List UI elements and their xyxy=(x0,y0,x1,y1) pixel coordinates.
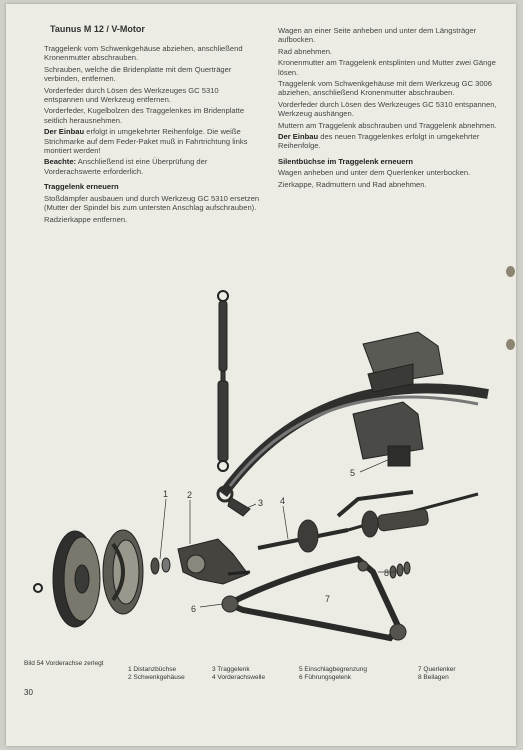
callout-4: 4 xyxy=(280,496,286,506)
paragraph: Muttern am Traggelenk abschrauben und Traggelenk abnehmen. xyxy=(278,120,497,130)
ball-joint xyxy=(228,497,250,516)
paragraph-text: des neuen Traggelenkes erfolgt in umgekehrter Reihenfolge. xyxy=(278,132,480,151)
bold-term: Der Einbau xyxy=(278,132,319,142)
brake-backing-plate xyxy=(103,530,143,614)
bump-stop xyxy=(353,402,423,466)
paragraph xyxy=(278,132,504,151)
shims xyxy=(390,562,410,578)
right-text-column xyxy=(278,26,504,191)
paragraph-text: erfolgt in umgekehrter Reihenfolge. Die weiße Strichmarke auf dem Feder-Paket muß in Fahrtrichtung links montiert werden! xyxy=(44,127,248,156)
callout-8: 8 xyxy=(384,568,390,578)
paragraph: Traggelenk vom Schwenkgehäuse abziehen, anschließend Kronenmutter abschrauben. xyxy=(44,44,243,63)
binder-hole xyxy=(506,266,515,277)
axle-shaft xyxy=(258,492,478,552)
page-number: 30 xyxy=(24,688,33,697)
legend-item: 2 Schwenkgehäuse xyxy=(128,674,185,681)
paragraph: Vorderfeder durch Lösen des Werkzeuges GC 5310 entspannen, Werkzeug aushängen. xyxy=(278,99,497,119)
page-header: Taunus M 12 / V-Motor xyxy=(50,24,145,34)
legend-item: 4 Vorderachswelle xyxy=(212,674,266,681)
paragraph xyxy=(44,157,260,176)
paragraph: Radzierkappe entfernen. xyxy=(44,214,128,224)
legend-item: 5 Einschlagbegrenzung xyxy=(299,666,367,673)
paragraph: Rad abnehmen. xyxy=(278,46,333,56)
paragraph: Schrauben, welche die Bridenplatte mit dem Querträger verbinden, entfernen. xyxy=(44,64,232,84)
legend-item: 1 Distanzbüchse xyxy=(128,666,177,673)
callout-2: 2 xyxy=(187,490,193,500)
paragraph-text: Anschließend ist eine Überprüfung der Vorderachswerte erforderlich. xyxy=(44,157,208,176)
left-text-column xyxy=(44,44,260,226)
bold-term: Der Einbau xyxy=(44,127,85,137)
paragraph xyxy=(44,127,260,155)
leaf-spring xyxy=(218,388,488,501)
steering-knuckle xyxy=(178,539,250,584)
callout-6: 6 xyxy=(191,604,197,614)
manual-page xyxy=(6,4,516,746)
section-heading: Traggelenk erneuern xyxy=(44,182,119,192)
front-axle-exploded-illustration xyxy=(18,254,508,654)
callout-5: 5 xyxy=(350,468,356,478)
paragraph: Kronenmutter am Traggelenk entsplinten und Mutter zwei Gänge lösen. xyxy=(278,58,496,77)
bold-term: Beachte: xyxy=(44,157,77,167)
legend-column xyxy=(299,666,367,682)
legend-item: 6 Führungsgelenk xyxy=(299,674,352,681)
legend-item: 7 Querlenker xyxy=(418,666,456,673)
paragraph: Vorderfeder, Kugelbolzen des Traggelenkes im Bridenplatte seitlich herausnehmen. xyxy=(44,106,245,125)
paragraph: Vorderfeder durch Lösen des Werkzeuges GC 5310 entspannen und Werkzeug entfernen. xyxy=(44,85,219,105)
paragraph: Wagen an einer Seite anheben und unter dem Längsträger aufbocken. xyxy=(278,26,477,45)
legend-column xyxy=(128,666,185,682)
paragraph: Traggelenk vom Schwenkgehäuse mit dem Werkzeug GC 3006 abziehen, anschließend Kronenmutter abschrauben. xyxy=(278,79,492,98)
binder-hole xyxy=(506,339,515,350)
callout-1: 1 xyxy=(163,489,169,499)
legend-column xyxy=(418,666,456,682)
paragraph: Stoßdämpfer ausbauen und durch Werkzeug GC 5310 ersetzen (Mutter der Spindel bis zum untersten Anschlag aufschrauben). xyxy=(44,193,260,213)
legend-item: 3 Traggelenk xyxy=(212,666,250,673)
callout-3: 3 xyxy=(258,498,264,508)
section-heading: Silentbüchse im Traggelenk erneuern xyxy=(278,156,414,166)
legend-column xyxy=(212,666,265,682)
brake-drum xyxy=(53,531,100,627)
callout-7: 7 xyxy=(325,594,331,604)
shock-absorber xyxy=(218,291,228,471)
spring-bracket xyxy=(363,332,443,392)
figure-caption: Bild 54 Vorderachse zerlegt xyxy=(24,660,104,667)
paragraph: Zierkappe, Radmuttern und Rad abnehmen. xyxy=(278,179,427,189)
paragraph: Wagen anheben und unter dem Querlenker unterbocken. xyxy=(278,168,471,178)
legend-item: 8 Beilagen xyxy=(418,674,449,681)
